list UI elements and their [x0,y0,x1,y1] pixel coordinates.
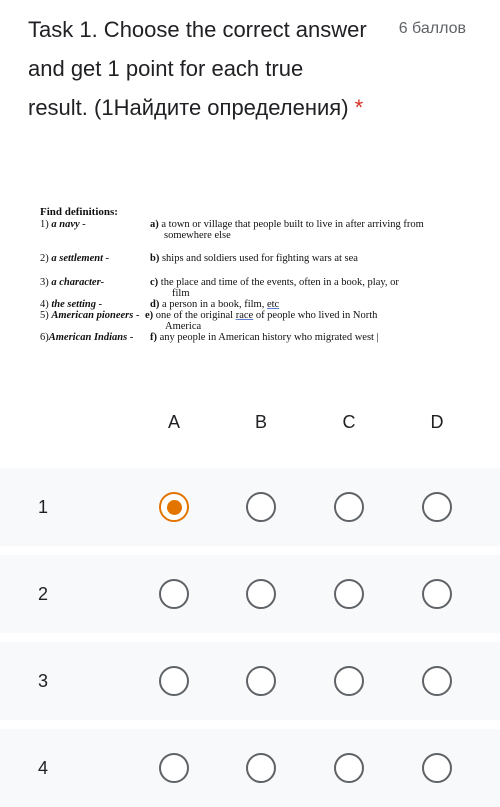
radio-3-b[interactable] [246,666,276,696]
term: a character- [51,277,105,288]
definition-letter: f) [150,332,157,343]
radio-4-c[interactable] [334,753,364,783]
definition-row [40,277,470,299]
radio-1-a[interactable] [159,492,189,522]
definition-row [40,253,470,264]
grid-row-1 [0,468,500,546]
points-label: 6 баллов [398,20,466,37]
definition-text: one of the original [155,310,234,321]
radio-4-d[interactable] [422,753,452,783]
question-title-text: Task 1. Choose the correct answer and get 1 point for each true result. (1Найдите определения) [28,17,367,120]
radio-3-d[interactable] [422,666,452,696]
definition-text: the place and time of the events, often in a book, play, or [160,277,399,288]
definition-underlined: race [235,310,254,321]
definition-continuation: film [172,288,190,299]
definition-continuation: America [165,321,202,332]
row-label: 1 [38,497,49,517]
definition-letter: b) [150,253,160,264]
definition-underlined: etc [266,299,280,310]
definitions-image [40,206,470,343]
definition-letter: a) [150,219,159,230]
definition-text: a town or village that people built to live in after arriving from [161,219,424,230]
row-label: 2 [38,584,49,604]
radio-1-b[interactable] [246,492,276,522]
row-label: 4 [38,758,49,778]
radio-4-a[interactable] [159,753,189,783]
definition-row [40,299,470,310]
term-number: 6) [40,332,49,343]
radio-2-b[interactable] [246,579,276,609]
grid-row-3 [0,642,500,720]
radio-3-c[interactable] [334,666,364,696]
definition-row [40,332,470,343]
term: the setting - [51,299,103,310]
term: American pioneers - [51,310,140,321]
definition-letter: e) [145,310,154,321]
definition-text: ships and soldiers used for fighting wars at sea [161,253,358,264]
term-number: 2) [40,253,49,264]
definition-letter: d) [150,299,160,310]
row-label: 3 [38,671,49,691]
term-number: 3) [40,277,49,288]
column-label-b: B [254,412,267,432]
question-title [28,10,368,127]
radio-2-d[interactable] [422,579,452,609]
term: American Indians - [48,332,134,343]
term-number: 1) [40,219,49,230]
radio-2-a[interactable] [159,579,189,609]
radio-1-c[interactable] [334,492,364,522]
grid-column-header [0,408,500,438]
definitions-title: Find definitions: [40,206,118,218]
radio-4-b[interactable] [246,753,276,783]
term-number: 4) [40,299,49,310]
radio-3-a[interactable] [159,666,189,696]
definition-text-end: of people who lived in North [255,310,378,321]
definition-row [40,310,470,332]
column-label-a: A [167,412,180,432]
definition-text: any people in American history who migrated west | [159,332,379,343]
definition-letter: c) [150,277,159,288]
radio-2-c[interactable] [334,579,364,609]
grid-row-2 [0,555,500,633]
radio-1-d[interactable] [422,492,452,522]
definition-row [40,219,470,241]
term: a settlement - [51,253,110,264]
definition-continuation: somewhere else [164,230,231,241]
term: a navy - [51,219,86,230]
column-label-d: D [430,412,444,432]
term-number: 5) [40,310,49,321]
column-label-c: C [342,412,356,432]
required-marker: * [354,95,364,120]
grid-row-4 [0,729,500,807]
definition-text: a person in a book, film, [161,299,265,310]
